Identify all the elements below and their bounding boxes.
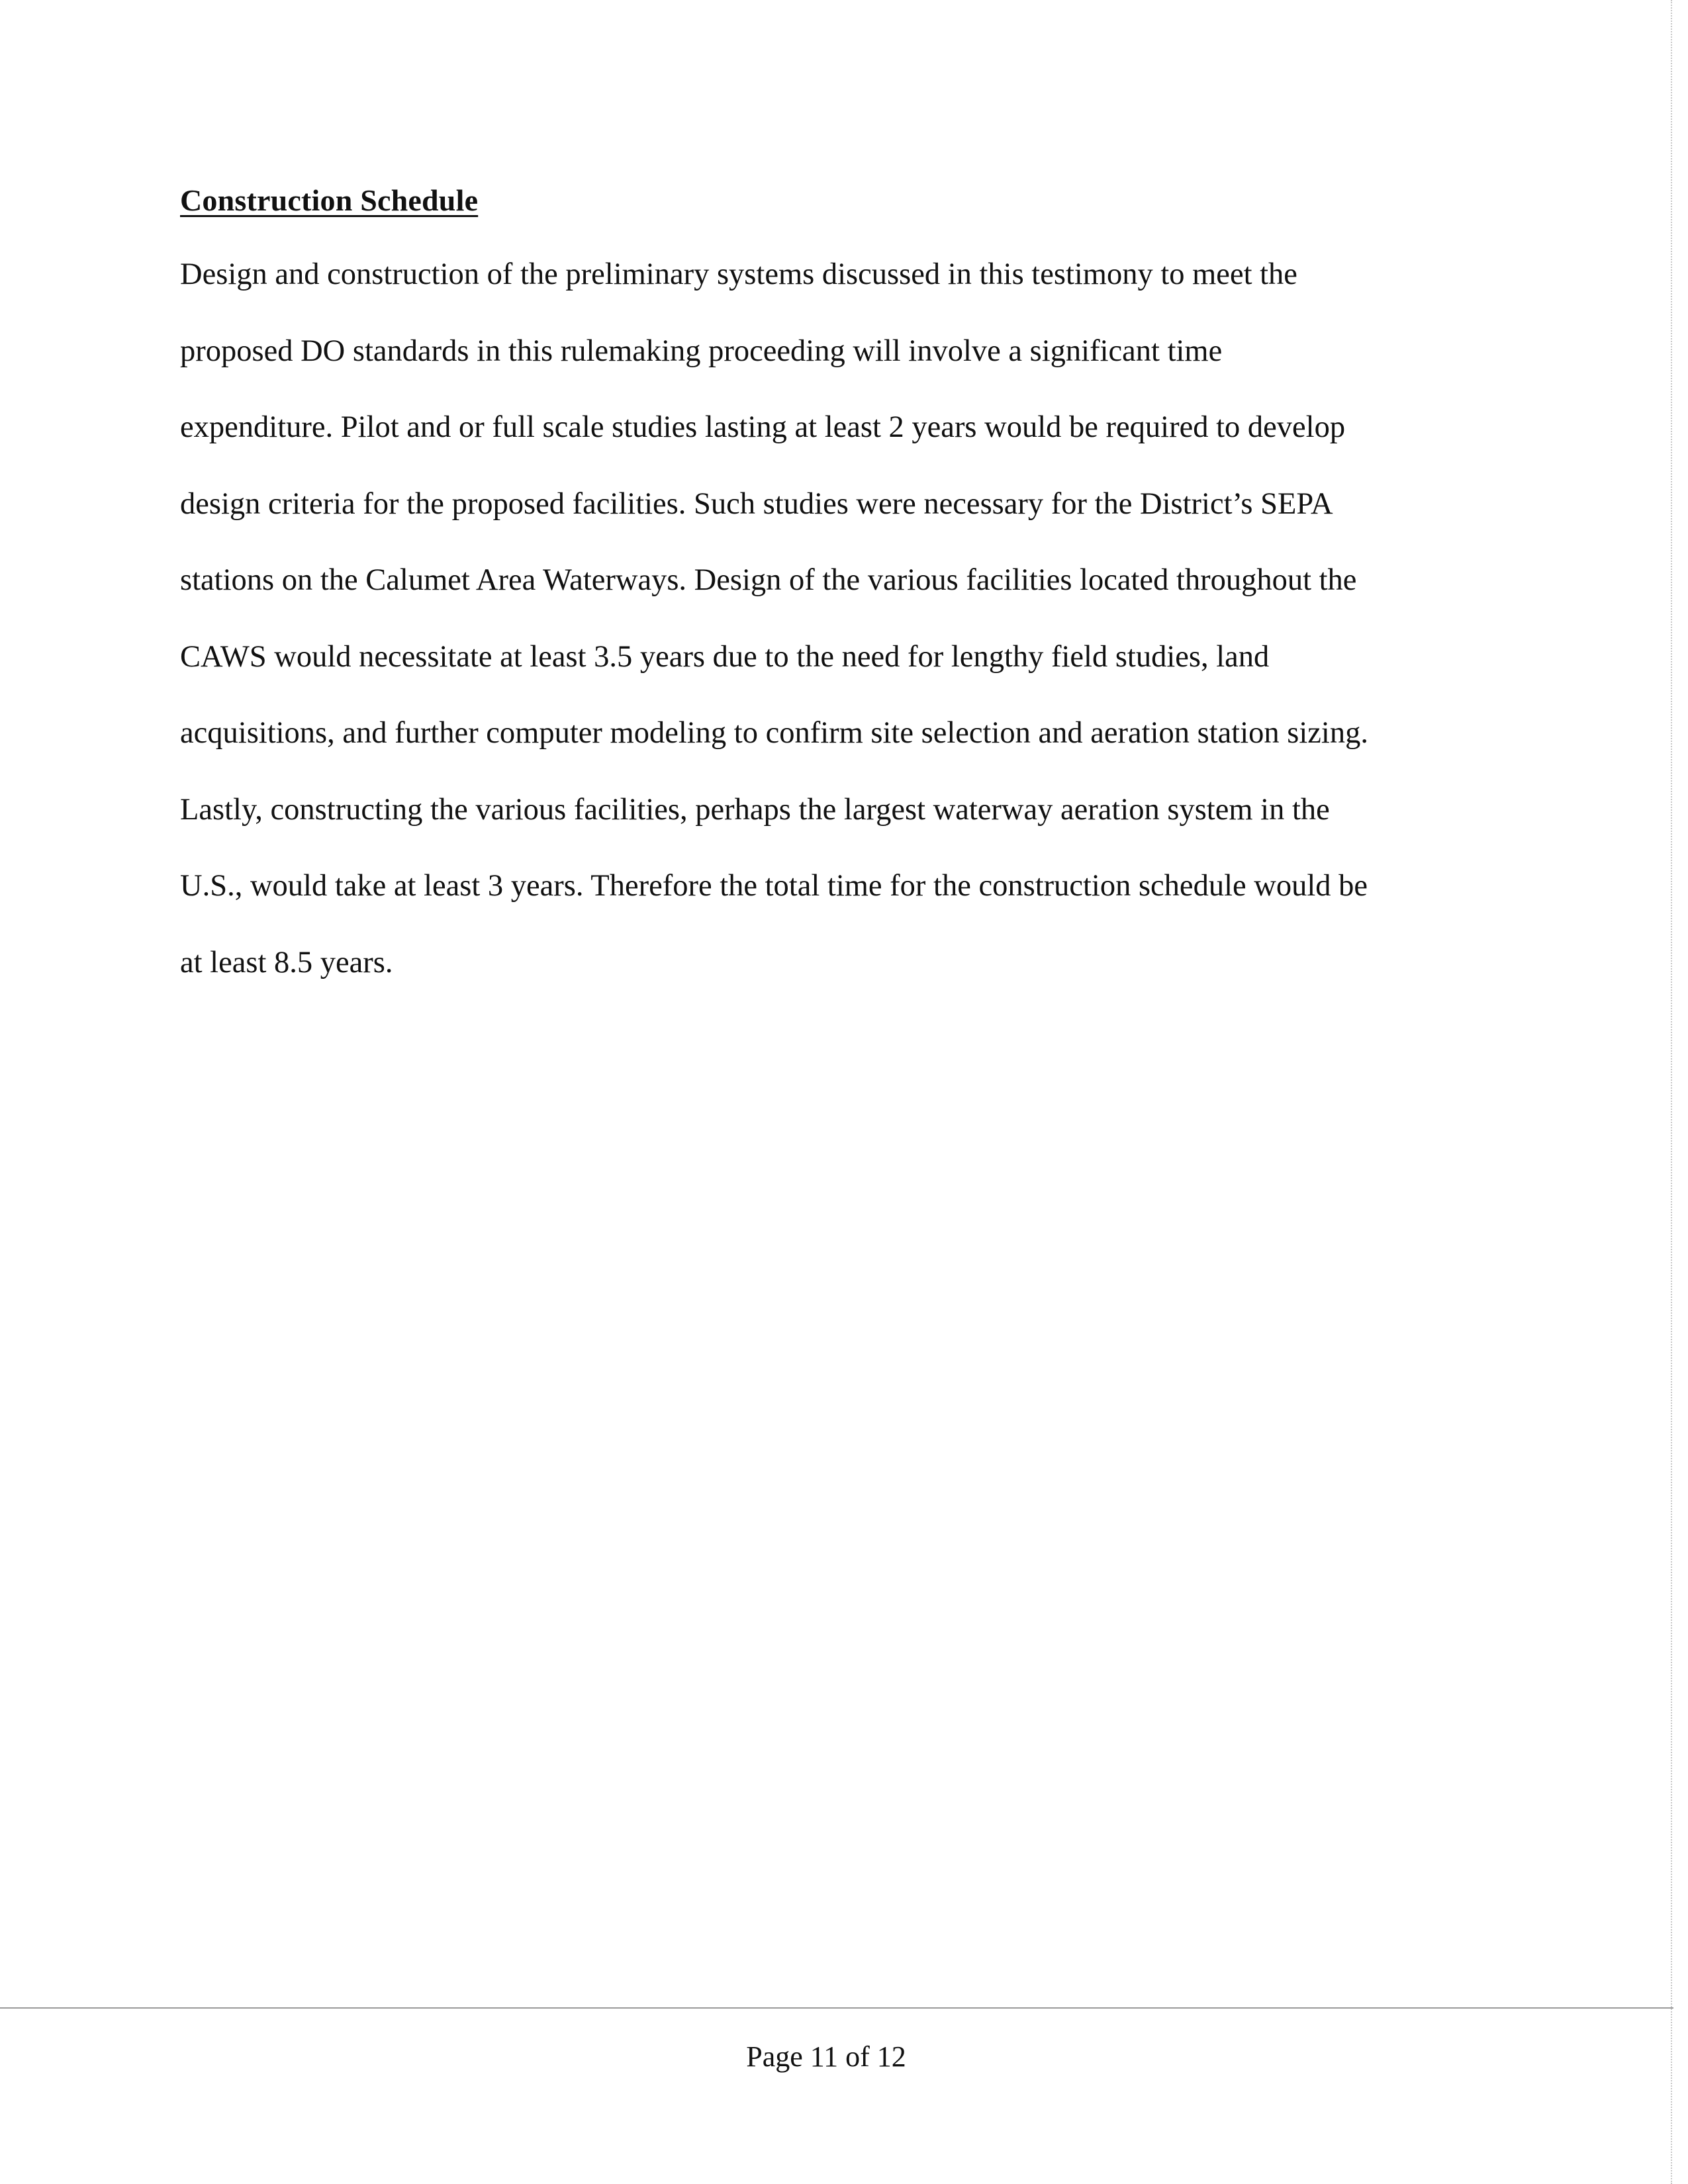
page-number: Page 11 of 12 — [746, 2040, 906, 2073]
paragraph-line: stations on the Calumet Area Waterways. Design of the various facilities located throughout the — [180, 563, 1357, 597]
footer-divider — [0, 2007, 1673, 2009]
body-paragraph — [180, 251, 1504, 1016]
paragraph-line: design criteria for the proposed facilities. Such studies were necessary for the District’s SEPA — [180, 486, 1333, 521]
paragraph-line: CAWS would necessitate at least 3.5 years due to the need for lengthy field studies, land — [180, 639, 1270, 674]
paragraph-line: expenditure. Pilot and or full scale studies lasting at least 2 years would be required to develop — [180, 410, 1346, 444]
paragraph-line: acquisitions, and further computer modeling to confirm site selection and aeration station sizing. — [180, 716, 1368, 750]
paragraph-line: at least 8.5 years. — [180, 945, 393, 979]
paragraph-line: U.S., would take at least 3 years. Therefore the total time for the construction schedule would be — [180, 869, 1368, 903]
paragraph-line: Lastly, constructing the various facilities, perhaps the largest waterway aeration system in the — [180, 792, 1330, 827]
paragraph-line: Design and construction of the preliminary systems discussed in this testimony to meet the — [180, 257, 1297, 291]
section-heading: Construction Schedule — [180, 183, 479, 217]
scan-edge-line — [1671, 0, 1672, 2184]
paragraph-line: proposed DO standards in this rulemaking proceeding will involve a significant time — [180, 334, 1223, 368]
